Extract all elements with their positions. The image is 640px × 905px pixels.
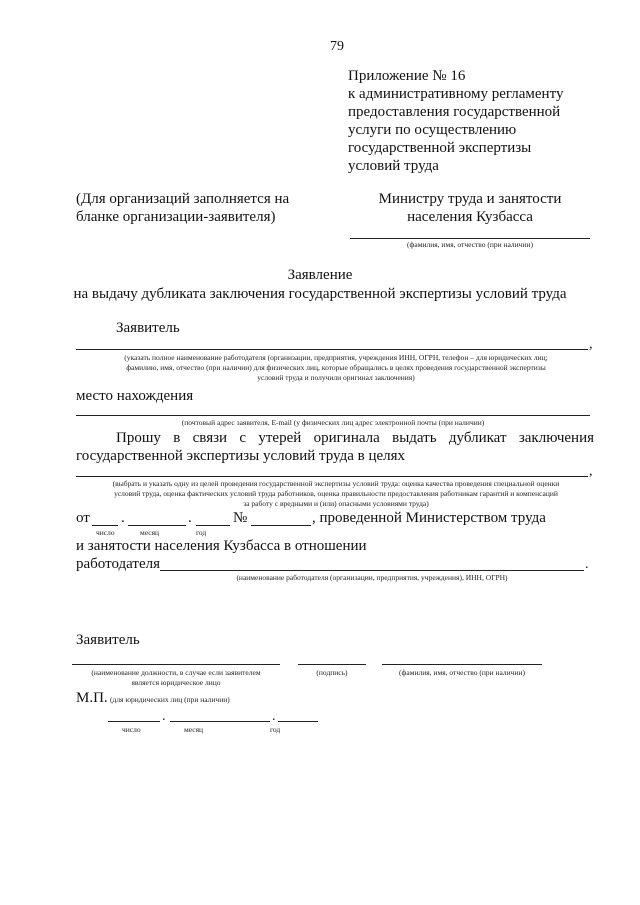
signature-label: Заявитель	[76, 632, 140, 648]
sign-year-caption: год	[270, 725, 281, 734]
document-title: Заявление	[287, 267, 353, 283]
purpose-caption: (выбрать и указать одну из целей проведения государственной экспертизы условий труда: оценка качества проведения специальной оценки	[112, 479, 560, 488]
year-field-line[interactable]	[196, 525, 230, 526]
addressee	[350, 190, 590, 226]
sign-month-caption: месяц	[184, 725, 204, 734]
month-field-line[interactable]	[128, 525, 186, 526]
appendix-line: предоставления государственной	[348, 104, 561, 120]
purpose-caption: за работу с вредными и (или) опасными условиями труда)	[243, 499, 429, 508]
sign-date-separator: .	[272, 709, 276, 724]
position-field-line[interactable]	[72, 664, 280, 665]
employer-trail: .	[585, 557, 589, 572]
org-note-line: (Для организаций заполняется на	[76, 191, 290, 207]
document-subtitle: на выдачу дубликата заключения государственной экспертизы условий труда	[73, 286, 567, 302]
signature-caption: (подпись)	[316, 668, 348, 677]
addressee-line: Министру труда и занятости	[378, 191, 562, 207]
location-field-line[interactable]	[76, 415, 590, 416]
applicant-caption: фамилию, имя, отчество (при наличии) для физических лиц, которые обращались в целях проведения государственной экспертизы	[126, 363, 546, 372]
sign-month-field-line[interactable]	[170, 721, 270, 722]
position-caption: является юридическое лицо	[131, 678, 221, 687]
appendix-line: условий труда	[348, 158, 439, 174]
stamp-label: М.П.	[76, 690, 108, 706]
date-separator: .	[121, 510, 125, 526]
addressee-line: населения Кузбасса	[407, 209, 533, 225]
org-note	[76, 190, 289, 226]
date-separator: .	[188, 510, 192, 526]
sign-date-separator: .	[162, 709, 166, 724]
page-number: 79	[330, 39, 344, 54]
number-sign: №	[233, 510, 248, 526]
number-field-line[interactable]	[251, 525, 311, 526]
appendix-line: Приложение № 16	[348, 68, 466, 84]
stamp-note: (для юридических лиц (при наличии)	[110, 695, 230, 704]
year-caption: год	[196, 528, 207, 537]
purpose-field-line[interactable]	[76, 476, 588, 477]
appendix-line: государственной экспертизы	[348, 140, 532, 156]
appendix-header	[348, 67, 563, 175]
applicant-trail: ,	[589, 337, 593, 352]
employer-field-line[interactable]	[160, 570, 584, 571]
applicant-label: Заявитель	[116, 320, 180, 336]
appendix-line: услуги по осуществлению	[348, 122, 517, 138]
day-caption: число	[96, 528, 115, 537]
employer-line: и занятости населения Кузбасса в отношении	[76, 538, 367, 554]
signature-field-line[interactable]	[298, 664, 366, 665]
appendix-line: к административному регламенту	[348, 86, 564, 102]
name-field-line[interactable]	[382, 664, 542, 665]
date-from-label: от	[76, 510, 90, 526]
purpose-caption: условий труда, оценка фактических условий труда работников, оценка правильности предоставления работникам гарантий и компенсаций	[114, 489, 558, 498]
employer-label: работодателя	[76, 556, 161, 572]
purpose-trail: ,	[589, 464, 593, 479]
applicant-field-line[interactable]	[76, 349, 588, 350]
addressee-name-caption: (фамилия, имя, отчество (при наличии)	[407, 240, 533, 249]
sign-day-caption: число	[122, 725, 141, 734]
org-note-line: бланке организации-заявителя)	[76, 209, 276, 225]
request-line: Прошу в связи с утерей оригинала выдать дубликат заключения	[116, 430, 594, 446]
location-label: место нахождения	[76, 388, 194, 404]
day-field-line[interactable]	[92, 525, 118, 526]
sign-day-field-line[interactable]	[108, 721, 160, 722]
request-line: государственной экспертизы условий труда в целях	[76, 448, 406, 464]
location-caption: (почтовый адрес заявителя, E-mail (у физических лиц адрес электронной почты (при наличии)	[181, 418, 485, 427]
applicant-caption: (указать полное наименование работодателя (организации, предприятия, учреждения ИНН, ОГРН, телефон – для юридических лиц;	[124, 353, 548, 362]
name-caption: (фамилия, имя, отчество (при наличии)	[399, 668, 525, 677]
position-caption: (наименование должности, в случае если заявителем	[91, 668, 261, 677]
date-row-text: , проведенной Министерством труда	[312, 510, 546, 526]
applicant-caption: условий труда и получили оригинал заключения)	[257, 373, 415, 382]
addressee-name-line[interactable]	[350, 238, 590, 239]
sign-year-field-line[interactable]	[278, 721, 318, 722]
month-caption: месяц	[140, 528, 160, 537]
employer-caption: (наименование работодателя (организации, предприятия, учреждения), ИНН, ОГРН)	[236, 573, 508, 582]
